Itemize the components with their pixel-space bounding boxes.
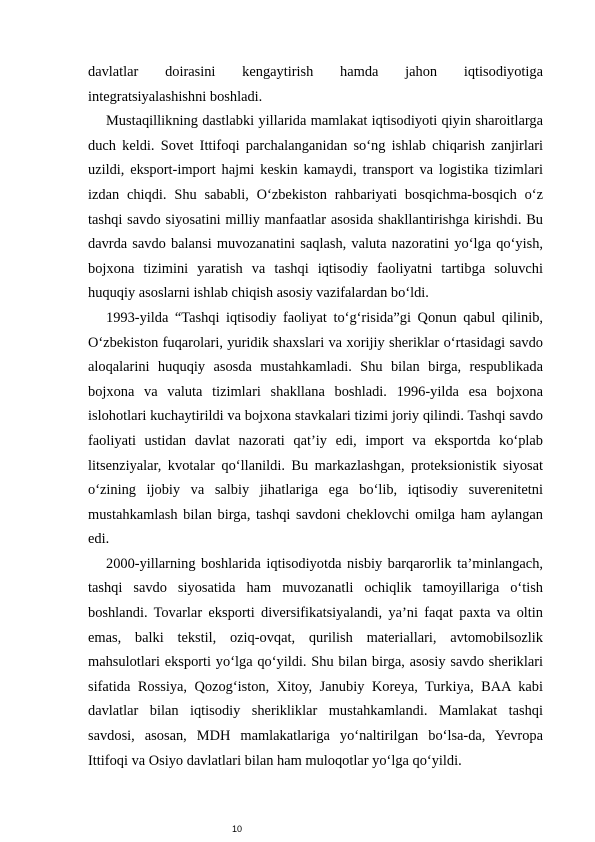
paragraph-1993-law: 1993-yilda “Tashqi iqtisodiy faoliyat to‘g‘risida”gi Qonun qabul qilinib, O‘zbekiston fuqarolari, yuridik shaxslari va xorijiy sheriklar o‘rtasidagi savdo aloqalarini huquqiy asosda mustahkamladi. Shu bilan birga, respublikada bojxona va valuta tizimlari shakllana boshladi. 1996-yilda esa bojxona islohotlari kuchaytirildi va bojxona stavkalari tizimi joriy qilindi. Tashqi savdo faoliyati ustidan davlat nazorati qat’iy edi, import va eksportda ko‘plab litsenziyalar, kvotalar qo‘llanildi. Bu markazlashgan, proteksionistik siyosat o‘zining ijobiy va salbiy jihatlariga ega bo‘lib, iqtisodiy suverenitetni mustahkamlash bilan birga, tashqi savdoni cheklovchi omilga ham aylangan edi. [88,309,543,548]
document-body [88,60,543,773]
page-number: 10 [232,824,243,834]
paragraph-2000s-policy: 2000-yillarning boshlarida iqtisodiyotda nisbiy barqarorlik ta’minlangach, tashqi savdo siyosatida ham muvozanatli ochiqlik tamoyillariga o‘tish boshlandi. Tovarlar eksporti diversifikatsiyalandi, ya’ni faqat paxta va oltin emas, balki tekstil, oziq-ovqat, qurilish materiallari, avtomobilsozlik mahsulotlari eksporti yo‘lga qo‘yildi. Shu bilan birga, asosiy savdo sheriklari sifatida Rossiya, Qozog‘iston, Xitoy, Janubiy Koreya, Turkiya, BAA kabi davlatlar bilan iqtisodiy sherikliklar mustahkamlandi. Mamlakat tashqi savdosi, asosan, MDH mamlakatlariga yo‘naltirilgan bo‘lsa-da, Yevropa Ittifoqi va Osiyo davlatlari bilan ham muloqotlar yo‘lga qo‘yildi. [88,555,543,769]
paragraph-independence-early-years: Mustaqillikning dastlabki yillarida mamlakat iqtisodiyoti qiyin sharoitlarga duch keldi. Sovet Ittifoqi parchalanganidan so‘ng ishlab chiqarish zanjirlari uzildi, eksport-import hajmi keskin kamaydi, transport va logistika tizimlari izdan chiqdi. Shu sababli, O‘zbekiston rahbariyati bosqichma-bosqich o‘z tashqi savdo siyosatini milliy manfaatlar asosida shakllantirishga kirishdi. Bu davrda savdo balansi muvozanatini saqlash, valuta nazoratini yo‘lga qo‘yish, bojxona tizimini yaratish va tashqi iqtisodiy faoliyatni tartibga soluvchi huquqiy asoslarni ishlab chiqish asosiy vazifalardan bo‘ldi. [88,113,543,302]
paragraph-continuation: davlatlar doirasini kengaytirish hamda jahon iqtisodiyotiga integratsiyalashishni boshladi. [88,64,543,105]
